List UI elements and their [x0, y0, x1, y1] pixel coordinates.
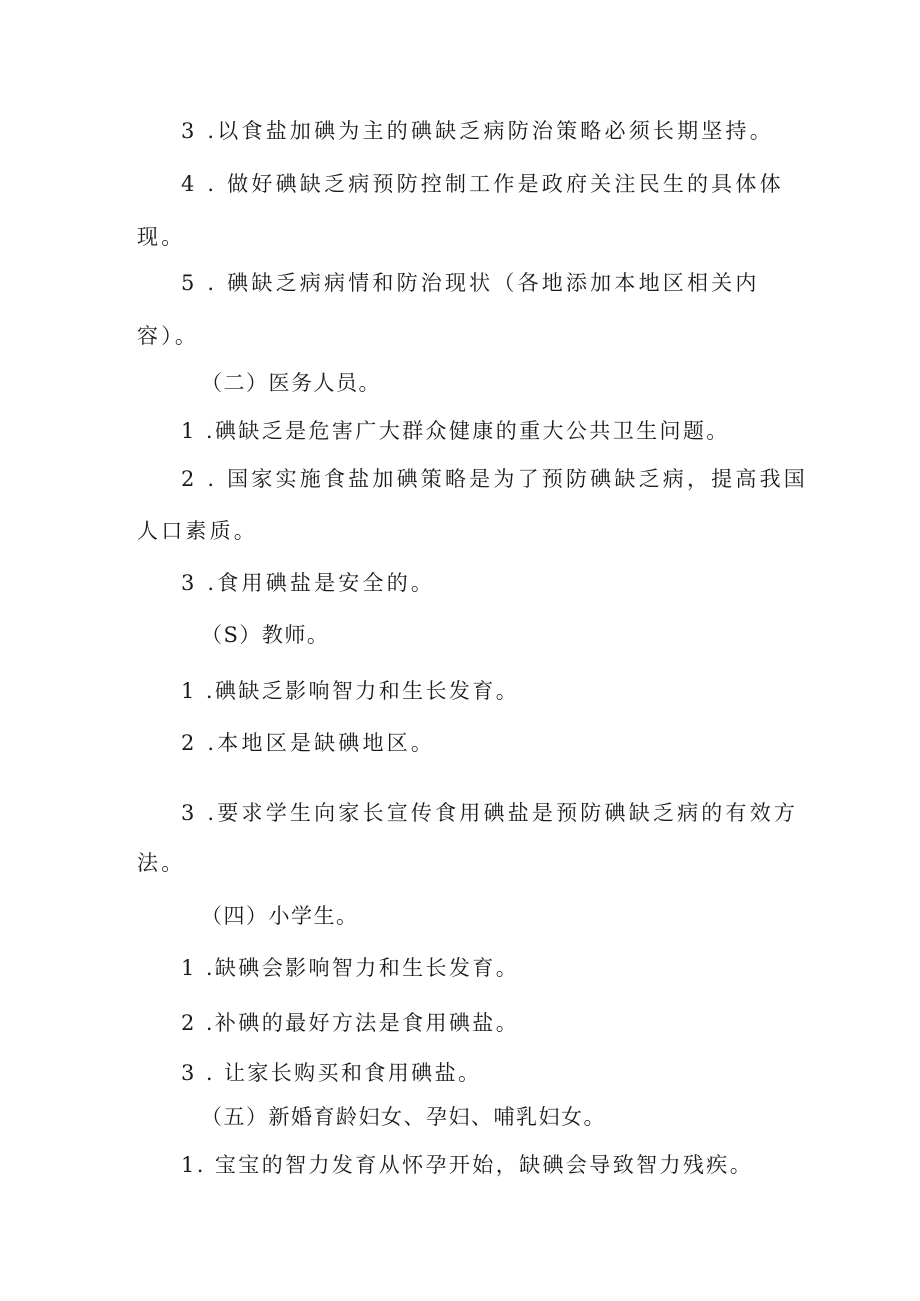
paragraph-line: 法。: [137, 851, 186, 875]
paragraph-line: 1 .碘缺乏影响智力和生长发育。: [181, 679, 520, 703]
section-heading: （S）教师。: [201, 623, 330, 647]
paragraph-line: 2 .补碘的最好方法是食用碘盐。: [181, 1011, 520, 1035]
section-heading: （五）新婚育龄妇女、孕妇、哺乳妇女。: [201, 1105, 606, 1129]
paragraph-line: 3 .食用碘盐是安全的。: [181, 571, 436, 595]
paragraph-line: 1 .碘缺乏是危害广大群众健康的重大公共卫生问题。: [181, 419, 730, 443]
paragraph-line: 1. 宝宝的智力发育从怀孕开始，缺碘会导致智力残疾。: [181, 1153, 754, 1177]
paragraph-line: 2 .本地区是缺碘地区。: [181, 731, 436, 755]
paragraph-line: 人口素质。: [137, 519, 258, 543]
paragraph-line: 5 . 碘缺乏病病情和防治现状（各地添加本地区相关内: [181, 271, 760, 295]
paragraph-line: 3 .以食盐加碘为主的碘缺乏病防治策略必须长期坚持。: [181, 119, 774, 143]
paragraph-line: 4 . 做好碘缺乏病预防控制工作是政府关注民生的具体体: [181, 172, 784, 196]
paragraph-line: 容）。: [137, 324, 200, 348]
paragraph-line: 3 . 让家长购买和食用碘盐。: [181, 1061, 482, 1085]
paragraph-line: 3 .要求学生向家长宣传食用碘盐是预防碘缺乏病的有效方: [181, 801, 799, 825]
paragraph-line: 现。: [137, 225, 186, 249]
paragraph-line: 1 .缺碘会影响智力和生长发育。: [181, 956, 520, 980]
section-heading: （四）小学生。: [201, 904, 359, 928]
paragraph-line: 2 . 国家实施食盐加碘策略是为了预防碘缺乏病，提高我国: [181, 467, 808, 491]
section-heading: （二）医务人员。: [201, 371, 381, 395]
